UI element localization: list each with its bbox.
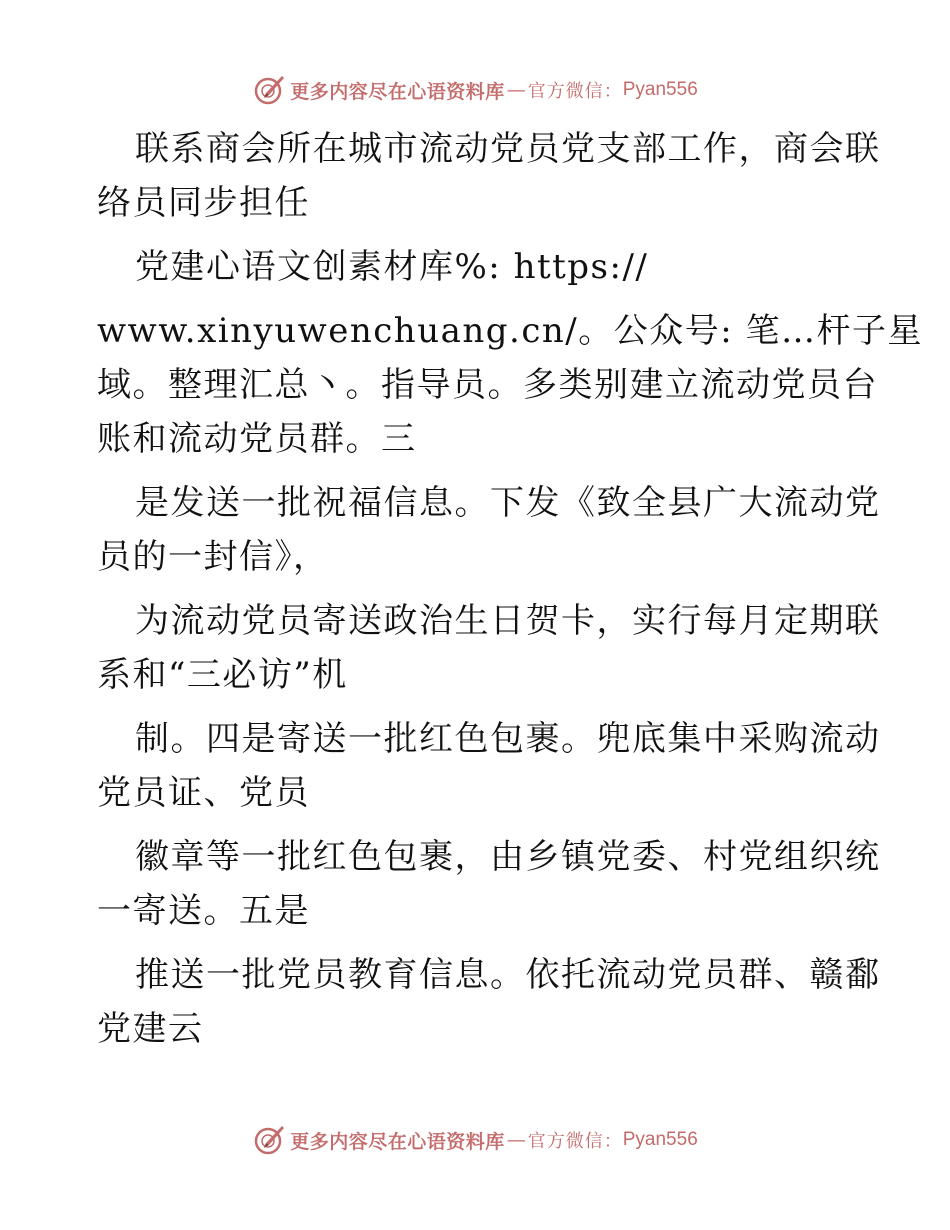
body-line: 络员同步担任 [97,183,310,223]
footer-wechat-id: Pyan556 [622,1129,698,1150]
body-line: 是发送一批祝福信息。下发《致全县广大流动党 [135,483,881,523]
body-line: 账和流动党员群。三 [97,419,417,459]
header-brand-text: 更多内容尽在心语资料库 [290,80,505,103]
body-line: 党建云 [97,1009,204,1049]
body-line: 系和“三必访”机 [97,655,348,695]
header-dash: — [506,79,526,101]
body-line: 一寄送。五是 [97,891,310,931]
document-body [97,122,923,1056]
body-line: 党建心语文创素材库%: https:// [135,247,649,287]
body-line: www.xinyuwenchuang.cn/。公众号: 笔…杆子星 [97,311,923,351]
header-wechat-id: Pyan556 [622,79,698,100]
body-line: 党员证、党员 [97,773,310,813]
footer-banner [0,1120,950,1160]
body-line: 域。整理汇总丶。指导员。多类别建立流动党员台 [97,365,878,405]
body-line: 联系商会所在城市流动党员党支部工作，商会联 [135,129,881,169]
footer-wechat-label: 官方微信： [527,1131,623,1152]
body-line: 制。四是寄送一批红色包裹。兜底集中采购流动 [135,719,881,759]
footer-dash: — [506,1129,526,1151]
quill-logo-icon [252,1123,286,1157]
body-line: 员的一封信》， [97,537,329,577]
quill-logo-icon [252,73,286,107]
body-line: 徽章等一批红色包裹，由乡镇党委、村党组织统 [135,837,881,877]
header-banner [0,70,950,110]
body-line: 为流动党员寄送政治生日贺卡，实行每月定期联 [135,601,881,641]
header-wechat-label: 官方微信： [527,81,623,102]
footer-brand-text: 更多内容尽在心语资料库 [290,1130,505,1153]
body-line: 推送一批党员教育信息。依托流动党员群、赣鄱 [135,955,881,995]
